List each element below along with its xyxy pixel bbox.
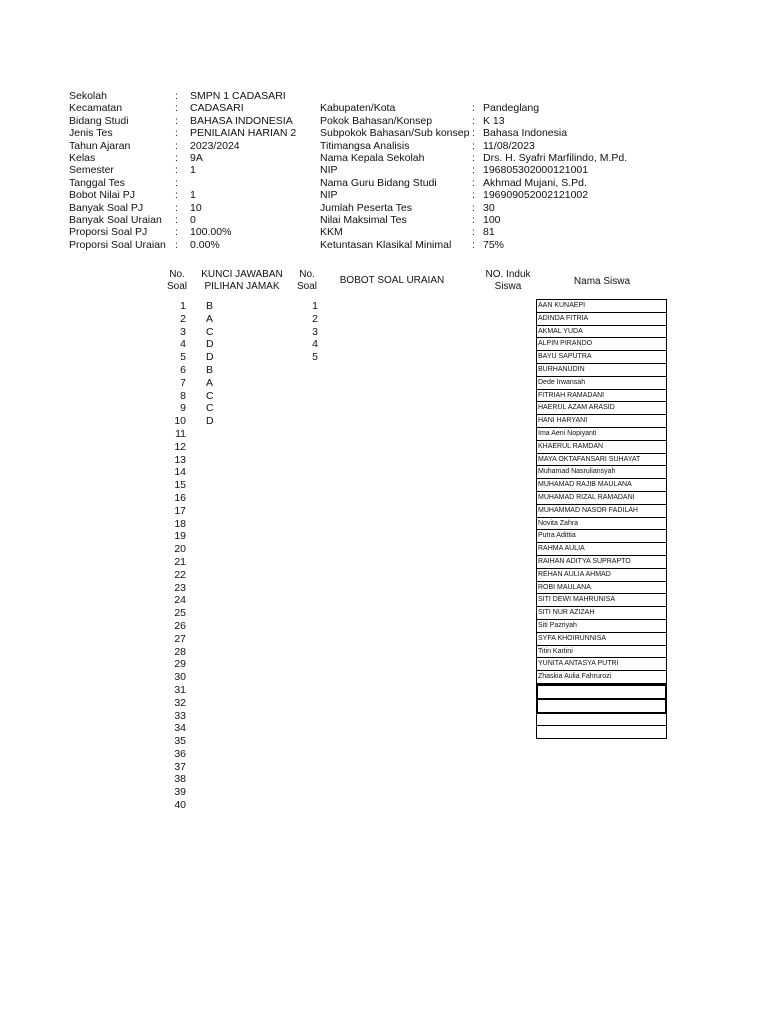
info-value: 0 xyxy=(190,213,196,226)
info-colon: : xyxy=(472,201,475,214)
student-name: RAHMA AULIA xyxy=(536,543,667,556)
student-name: MAYA OKTAFANSARI SUHAYAT xyxy=(536,454,667,467)
answer-key: D xyxy=(206,415,214,428)
question-number: 29 xyxy=(174,658,186,671)
info-colon: : xyxy=(472,102,475,115)
info-value: 1 xyxy=(190,164,196,177)
info-value: K 13 xyxy=(483,114,505,127)
student-name: AKMAL YUDA xyxy=(536,326,667,339)
info-colon: : xyxy=(175,238,178,251)
header-kunci-line2: PILIHAN JAMAK xyxy=(204,281,280,292)
question-number: 18 xyxy=(174,517,186,530)
info-value: 75% xyxy=(483,238,505,251)
question-number: 21 xyxy=(174,555,186,568)
answer-key: C xyxy=(206,389,214,402)
student-name: Putra Adittia xyxy=(536,530,667,543)
info-colon: : xyxy=(472,164,475,177)
student-name: RAIHAN ADITYA SUPRAPTO xyxy=(536,556,667,569)
right-info-labels xyxy=(320,102,469,251)
info-label: Jumlah Peserta Tes xyxy=(320,201,413,214)
header-no-soal-uraian-line1: No. xyxy=(299,269,315,280)
info-label: Jenis Tes xyxy=(69,127,113,140)
question-number: 4 xyxy=(180,338,186,351)
header-no-induk-line1: NO. Induk xyxy=(485,269,531,280)
question-number: 31 xyxy=(174,683,186,696)
student-name: Dede Irwansah xyxy=(536,377,667,390)
info-label: KKM xyxy=(320,226,343,239)
header-bobot-soal-uraian: BOBOT SOAL URAIAN xyxy=(339,275,445,286)
question-number: 12 xyxy=(174,440,186,453)
info-label: Kecamatan xyxy=(69,102,123,115)
student-name: SITI NUR AZIZAH xyxy=(536,607,667,620)
student-name: Titin Kartini xyxy=(536,646,667,659)
header-no-soal-line2: Soal xyxy=(166,281,187,292)
question-number: 1 xyxy=(180,300,186,312)
info-colon: : xyxy=(175,102,178,115)
answer-key: C xyxy=(206,402,214,415)
empty-student-row xyxy=(536,726,667,739)
uraian-number: 3 xyxy=(312,325,318,338)
question-number: 27 xyxy=(174,632,186,645)
question-number: 6 xyxy=(180,363,186,376)
student-name: Novita Zahra xyxy=(536,518,667,531)
info-colon: : xyxy=(175,164,178,177)
question-number: 30 xyxy=(174,671,186,684)
left-info-values xyxy=(190,90,296,251)
answer-key: B xyxy=(206,300,214,312)
info-colon: : xyxy=(472,213,475,226)
student-name: SITI DEWI MAHRUNISA xyxy=(536,594,667,607)
info-value: 30 xyxy=(483,201,495,214)
info-label: Nilai Maksimal Tes xyxy=(320,213,407,226)
header-nama-siswa: Nama Siswa xyxy=(573,276,631,287)
info-label: Nama Kepala Sekolah xyxy=(320,151,425,164)
info-value: 81 xyxy=(483,226,495,239)
info-colon: : xyxy=(472,226,475,239)
info-value: 1 xyxy=(190,189,196,202)
question-number: 23 xyxy=(174,581,186,594)
info-label: Banyak Soal PJ xyxy=(69,201,144,214)
uraian-number: 5 xyxy=(312,351,318,364)
question-number: 3 xyxy=(180,325,186,338)
answer-key: D xyxy=(206,338,214,351)
question-number: 33 xyxy=(174,709,186,722)
answer-key: A xyxy=(206,312,214,325)
answer-key: B xyxy=(206,363,214,376)
info-label: Bobot Nilai PJ xyxy=(69,189,135,202)
info-value: 2023/2024 xyxy=(190,139,240,152)
info-colon: : xyxy=(175,201,178,214)
question-number-column xyxy=(166,300,186,812)
student-name: AAN KUNAEPI xyxy=(536,300,667,313)
info-value: 0.00% xyxy=(190,238,220,251)
question-number: 8 xyxy=(180,389,186,402)
student-name: HANI HARYANI xyxy=(536,415,667,428)
info-label: Banyak Soal Uraian xyxy=(69,213,162,226)
info-label: Kelas xyxy=(69,151,96,164)
info-colon: : xyxy=(175,90,178,102)
question-number: 25 xyxy=(174,607,186,620)
info-colon: : xyxy=(175,226,178,239)
answer-key: A xyxy=(206,376,214,389)
left-info-colons xyxy=(175,90,178,251)
info-colon: : xyxy=(175,189,178,202)
question-number: 14 xyxy=(174,466,186,479)
question-number: 17 xyxy=(174,504,186,517)
info-label: NIP xyxy=(320,164,338,177)
info-colon: : xyxy=(175,213,178,226)
info-value xyxy=(190,177,296,189)
student-name: BAYU SAPUTRA xyxy=(536,351,667,364)
student-name: Muhamad Nasruliansyah xyxy=(536,466,667,479)
header-no-soal xyxy=(164,269,190,293)
question-number: 13 xyxy=(174,453,186,466)
question-number: 19 xyxy=(174,530,186,543)
uraian-number: 2 xyxy=(312,312,318,325)
question-number: 5 xyxy=(180,351,186,364)
student-name: REHAN AULIA AHMAD xyxy=(536,569,667,582)
student-name: MUHAMMAD NASOR FADILAH xyxy=(536,505,667,518)
info-label: Sekolah xyxy=(69,90,107,102)
info-label: Nama Guru Bidang Studi xyxy=(320,176,437,189)
info-value: 10 xyxy=(190,201,202,214)
info-colon: : xyxy=(472,238,475,251)
info-value: Bahasa Indonesia xyxy=(483,127,568,140)
question-number: 9 xyxy=(180,402,186,415)
question-number: 16 xyxy=(174,491,186,504)
info-colon: : xyxy=(472,139,475,152)
question-number: 39 xyxy=(174,786,186,799)
info-label: Subpokok Bahasan/Sub konsep xyxy=(320,127,470,140)
question-number: 32 xyxy=(174,696,186,709)
header-no-soal-uraian xyxy=(294,269,320,293)
question-number: 15 xyxy=(174,479,186,492)
question-number: 36 xyxy=(174,747,186,760)
question-number: 38 xyxy=(174,773,186,786)
info-colon: : xyxy=(175,176,178,189)
header-no-soal-line1: No. xyxy=(169,269,185,280)
student-name: HAERUL AZAM ARASID xyxy=(536,402,667,415)
info-value: 11/08/2023 xyxy=(483,139,535,152)
info-value: Pandeglang xyxy=(483,102,540,115)
info-label: Ketuntasan Klasikal Minimal xyxy=(320,238,452,251)
info-colon: : xyxy=(175,127,178,140)
empty-student-row xyxy=(536,684,667,700)
student-name: YUNITA ANTASYA PUTRI xyxy=(536,658,667,671)
header-kunci-jawaban xyxy=(198,269,286,293)
empty-student-row xyxy=(536,700,667,714)
info-colon: : xyxy=(472,189,475,202)
info-value: 100.00% xyxy=(190,226,232,239)
info-label: Semester xyxy=(69,164,114,177)
question-number: 11 xyxy=(175,427,186,440)
header-no-soal-uraian-line2: Soal xyxy=(296,281,317,292)
info-value: Akhmad Mujani, S.Pd. xyxy=(483,176,587,189)
uraian-number: 1 xyxy=(312,300,318,312)
student-name: ALPIN PIRANDO xyxy=(536,338,667,351)
info-value: SMPN 1 CADASARI xyxy=(190,90,286,102)
question-number: 28 xyxy=(174,645,186,658)
info-label: Proporsi Soal Uraian xyxy=(69,238,166,251)
student-name: MUHAMAD RAJIB MAULANA xyxy=(536,479,667,492)
question-number: 26 xyxy=(174,619,186,632)
header-no-induk xyxy=(480,269,536,293)
info-value: CADASARI xyxy=(190,102,244,115)
info-value: 9A xyxy=(190,151,203,164)
empty-student-row xyxy=(536,714,667,727)
header-kunci-line1: KUNCI JAWABAN xyxy=(201,269,283,280)
student-name-table xyxy=(536,299,667,739)
info-value: 100 xyxy=(483,213,501,226)
student-name: BURHANUDIN xyxy=(536,364,667,377)
info-colon: : xyxy=(472,151,475,164)
info-colon: : xyxy=(472,176,475,189)
student-name: MUHAMAD RIZAL RAMADANI xyxy=(536,492,667,505)
student-name: FITRIAH RAMADANI xyxy=(536,390,667,403)
answer-key-column xyxy=(206,300,214,428)
info-value: PENILAIAN HARIAN 2 xyxy=(190,127,297,140)
student-name: ROBI MAULANA xyxy=(536,582,667,595)
student-name: SYFA KHOIRUNNISA xyxy=(536,633,667,646)
info-colon: : xyxy=(175,151,178,164)
question-number: 37 xyxy=(174,760,186,773)
right-info-colons xyxy=(472,102,475,251)
uraian-number-column xyxy=(298,300,318,364)
question-number: 40 xyxy=(174,799,186,812)
info-colon: : xyxy=(472,114,475,127)
info-label: Tahun Ajaran xyxy=(69,139,131,152)
question-number: 22 xyxy=(174,568,186,581)
question-number: 24 xyxy=(174,594,186,607)
info-label: Kabupaten/Kota xyxy=(320,102,396,115)
left-info-labels xyxy=(69,90,166,251)
question-number: 34 xyxy=(174,722,186,735)
info-colon: : xyxy=(175,114,178,127)
question-number: 2 xyxy=(180,312,186,325)
header-no-induk-line2: Siswa xyxy=(494,281,522,292)
info-value: Drs. H. Syafri Marfilindo, M.Pd. xyxy=(483,151,628,164)
info-value: 196909052002121002 xyxy=(483,189,589,202)
info-label: NIP xyxy=(320,189,338,202)
info-label: Proporsi Soal PJ xyxy=(69,226,148,239)
info-colon: : xyxy=(472,127,475,140)
answer-key: C xyxy=(206,325,214,338)
student-name: Siti Pazriyah xyxy=(536,620,667,633)
student-name: Zhaskia Aulia Fahrurozi xyxy=(536,671,667,684)
right-info-values xyxy=(483,102,627,251)
question-number: 7 xyxy=(180,376,186,389)
student-name: ADINDA FITRIA xyxy=(536,313,667,326)
answer-key: D xyxy=(206,351,214,364)
info-label: Titimangsa Analisis xyxy=(320,139,410,152)
info-value: BAHASA INDONESIA xyxy=(190,114,293,127)
info-colon: : xyxy=(175,139,178,152)
question-number: 20 xyxy=(174,543,186,556)
question-number: 10 xyxy=(174,415,186,428)
info-label: Tanggal Tes xyxy=(69,176,125,189)
student-name: KHAERUL RAMDAN xyxy=(536,441,667,454)
uraian-number: 4 xyxy=(312,338,318,351)
info-label: Bidang Studi xyxy=(69,114,129,127)
question-number: 35 xyxy=(174,735,186,748)
student-name: Ima Aeni Nopiyanti xyxy=(536,428,667,441)
info-label: Pokok Bahasan/Konsep xyxy=(320,114,433,127)
info-value: 196805302000121001 xyxy=(483,164,589,177)
